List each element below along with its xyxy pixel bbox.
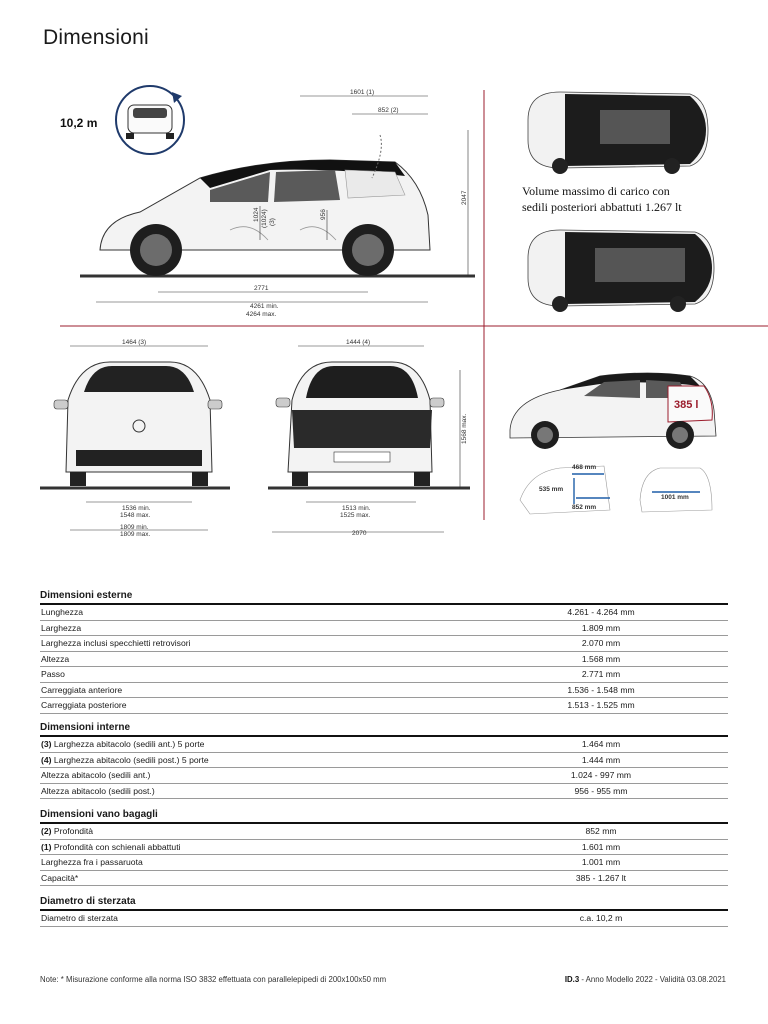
table-row: (1) Profondità con schienali abbattuti 1.601 mm [40, 840, 728, 856]
table-interior [40, 722, 728, 799]
dim-rear-track-min: 1513 min. [342, 505, 371, 512]
table-row: (4) Larghezza abitacolo (sedili post.) 5 porte 1.444 mm [40, 753, 728, 769]
car-rear-three-quarter [510, 373, 716, 449]
dim-852: 852 (2) [378, 107, 399, 114]
turning-circle-icon [116, 86, 184, 154]
table-boot [40, 809, 728, 886]
dim-1568: 1568 max. [461, 413, 468, 444]
table-row: Altezza 1.568 mm [40, 652, 728, 668]
table-row: Altezza abitacolo (sedili ant.) 1.024 - 997 mm [40, 768, 728, 784]
table-row: Lunghezza 4.261 - 4.264 mm [40, 605, 728, 621]
table-row: (3) Larghezza abitacolo (sedili ant.) 5 porte 1.464 mm [40, 737, 728, 753]
section-title: Dimensioni vano bagagli [40, 809, 728, 824]
turning-circle-label: 10,2 m [60, 116, 98, 130]
table-row: Capacità* 385 - 1.267 lt [40, 871, 728, 887]
table-row: Passo 2.771 mm [40, 667, 728, 683]
table-row: Carreggiata anteriore 1.536 - 1.548 mm [40, 683, 728, 699]
car-top-open-2 [528, 230, 714, 312]
dim-1024b: (1024) [261, 209, 268, 228]
table-row: Altezza abitacolo (sedili post.) 956 - 955 mm [40, 784, 728, 800]
cargo-text-line2: sedili posteriori abbattuti 1.267 lt [522, 200, 682, 214]
table-steering [40, 896, 728, 927]
dim-mirror-width: 2070 [352, 530, 367, 537]
table-row: Larghezza inclusi specchietti retrovisori 2.070 mm [40, 636, 728, 652]
section-title: Dimensioni esterne [40, 590, 728, 605]
boot-dim-852: 852 mm [572, 504, 597, 511]
dim-3: (3) [269, 218, 276, 226]
dim-1444: 1444 (4) [346, 339, 371, 346]
dim-1024: 1024 [253, 207, 260, 222]
boot-dim-468: 468 mm [572, 464, 597, 471]
table-row: Larghezza 1.809 mm [40, 621, 728, 637]
dim-956: 956 [320, 209, 327, 220]
car-top-open-1 [528, 92, 708, 174]
dim-1601: 1601 (1) [350, 89, 375, 96]
dimension-drawings [0, 80, 768, 550]
dim-front-width-max: 1809 max. [120, 531, 151, 538]
cargo-text-line1: Volume massimo di carico con [522, 184, 670, 198]
table-row: Diametro di sterzata c.a. 10,2 m [40, 911, 728, 927]
table-row: Larghezza fra i passaruota 1.001 mm [40, 855, 728, 871]
dim-2047: 2047 [461, 190, 468, 205]
table-exterior [40, 590, 728, 714]
dim-1464: 1464 (3) [122, 339, 147, 346]
footnote: Note: * Misurazione conforme alla norma ISO 3832 effettuata con parallelepipedi di 200x100x50 mm [40, 975, 387, 984]
page-title: Dimensioni [43, 26, 149, 49]
boot-dim-1001: 1001 mm [661, 494, 689, 501]
boot-dim-535: 535 mm [539, 486, 564, 493]
dim-2771: 2771 [254, 285, 269, 292]
dim-front-width-min: 1809 min. [120, 524, 149, 531]
dim-front-track-max: 1548 max. [120, 512, 151, 519]
table-row: Carreggiata posteriore 1.513 - 1.525 mm [40, 698, 728, 714]
car-rear-view [268, 362, 470, 488]
dim-length-max: 4264 max. [246, 311, 277, 318]
section-title: Diametro di sterzata [40, 896, 728, 911]
model-validity: ID.3 - Anno Modello 2022 - Validità 03.08.2021 [564, 975, 726, 984]
dim-rear-track-max: 1525 max. [340, 512, 371, 519]
table-row: (2) Profondità 852 mm [40, 824, 728, 840]
car-side-view [80, 135, 475, 276]
section-title: Dimensioni interne [40, 722, 728, 737]
boot-volume-label: 385 l [674, 399, 699, 411]
dim-front-track-min: 1536 min. [122, 505, 151, 512]
car-front-view [40, 362, 230, 488]
dim-length-min: 4261 min. [250, 303, 279, 310]
